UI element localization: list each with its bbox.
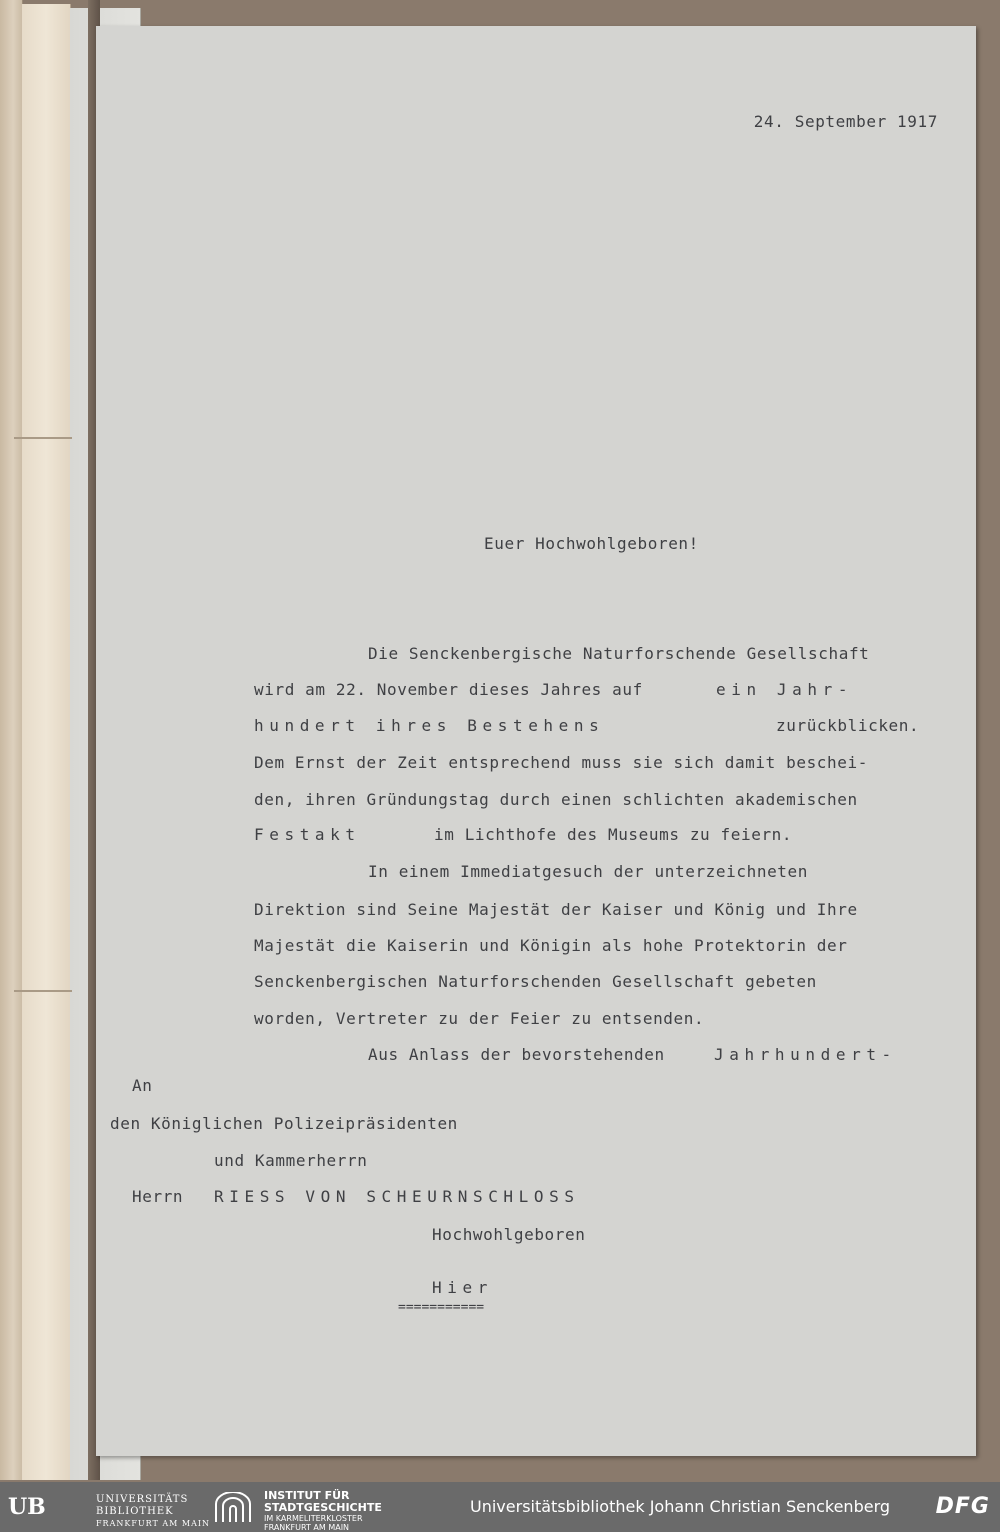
book-edge-pages <box>22 4 71 1480</box>
binding-thread <box>14 990 72 992</box>
institute-title-line: STADTGESCHICHTE <box>264 1501 382 1514</box>
body-line-spaced: ein Jahr- <box>716 680 854 699</box>
body-line: Senckenbergischen Naturforschenden Gesellschaft gebeten <box>254 972 817 991</box>
letter-date: 24. September 1917 <box>753 112 938 131</box>
body-line: In einem Immediatgesuch der unterzeichneten <box>368 862 809 881</box>
institute-arch-icon <box>214 1492 252 1522</box>
address-an: An <box>132 1076 153 1095</box>
recipient-name: RIESS VON SCHEURNSCHLOSS <box>214 1187 580 1206</box>
address-honorific: Hochwohlgeboren <box>432 1225 586 1244</box>
ub-text <box>96 1494 210 1530</box>
ub-text-line: UNIVERSITÄTS <box>96 1494 189 1505</box>
ub-text-line: BIBLIOTHEK <box>96 1506 174 1517</box>
body-line-spaced: hundert ihres Bestehens <box>254 716 605 735</box>
body-line: im Lichthofe des Museums zu feiern. <box>434 825 793 844</box>
body-line: den, ihren Gründungstag durch einen schlichten akademischen <box>254 790 858 809</box>
institute-sub <box>264 1514 363 1532</box>
library-name: Universitätsbibliothek Johann Christian Senckenberg <box>470 1497 891 1516</box>
body-line: zurückblicken. <box>776 716 920 735</box>
place-underline: =========== <box>398 1300 485 1315</box>
address-line: den Königlichen Polizeipräsidenten <box>110 1114 458 1133</box>
body-line: wird am 22. November dieses Jahres auf <box>254 680 643 699</box>
letter-page <box>96 26 976 1456</box>
institute-title-line: INSTITUT FÜR <box>264 1489 350 1502</box>
address-place: Hier <box>432 1278 493 1297</box>
address-line: und Kammerherrn <box>214 1151 368 1170</box>
body-line: Direktion sind Seine Majestät der Kaiser und König und Ihre <box>254 900 858 919</box>
book-edge-outer <box>0 0 23 1480</box>
body-line-spaced: Festakt <box>254 825 361 844</box>
body-line: Majestät die Kaiserin und Königin als hohe Protektorin der <box>254 936 848 955</box>
institute-sub-line: IM KARMELITERKLOSTER <box>264 1514 363 1523</box>
dfg-logo: DFG <box>935 1494 990 1519</box>
institute-sub-line: FRANKFURT AM MAIN <box>264 1523 350 1532</box>
body-line: Aus Anlass der bevorstehenden <box>368 1045 665 1064</box>
binding-thread <box>14 437 72 439</box>
ub-logo: UB <box>8 1494 46 1520</box>
address-herrn: Herrn <box>132 1187 184 1206</box>
body-line-spaced: Jahrhundert- <box>714 1045 897 1064</box>
body-line: worden, Vertreter zu der Feier zu entsenden. <box>254 1009 705 1028</box>
body-line: Die Senckenbergische Naturforschende Gesellschaft <box>368 644 870 663</box>
institute-title <box>264 1490 382 1514</box>
letter-salutation: Euer Hochwohlgeboren! <box>484 534 699 553</box>
ub-text-line: FRANKFURT AM MAIN <box>96 1519 211 1528</box>
body-line: Dem Ernst der Zeit entsprechend muss sie sich damit beschei- <box>254 753 868 772</box>
footer-bar <box>0 1482 1000 1532</box>
